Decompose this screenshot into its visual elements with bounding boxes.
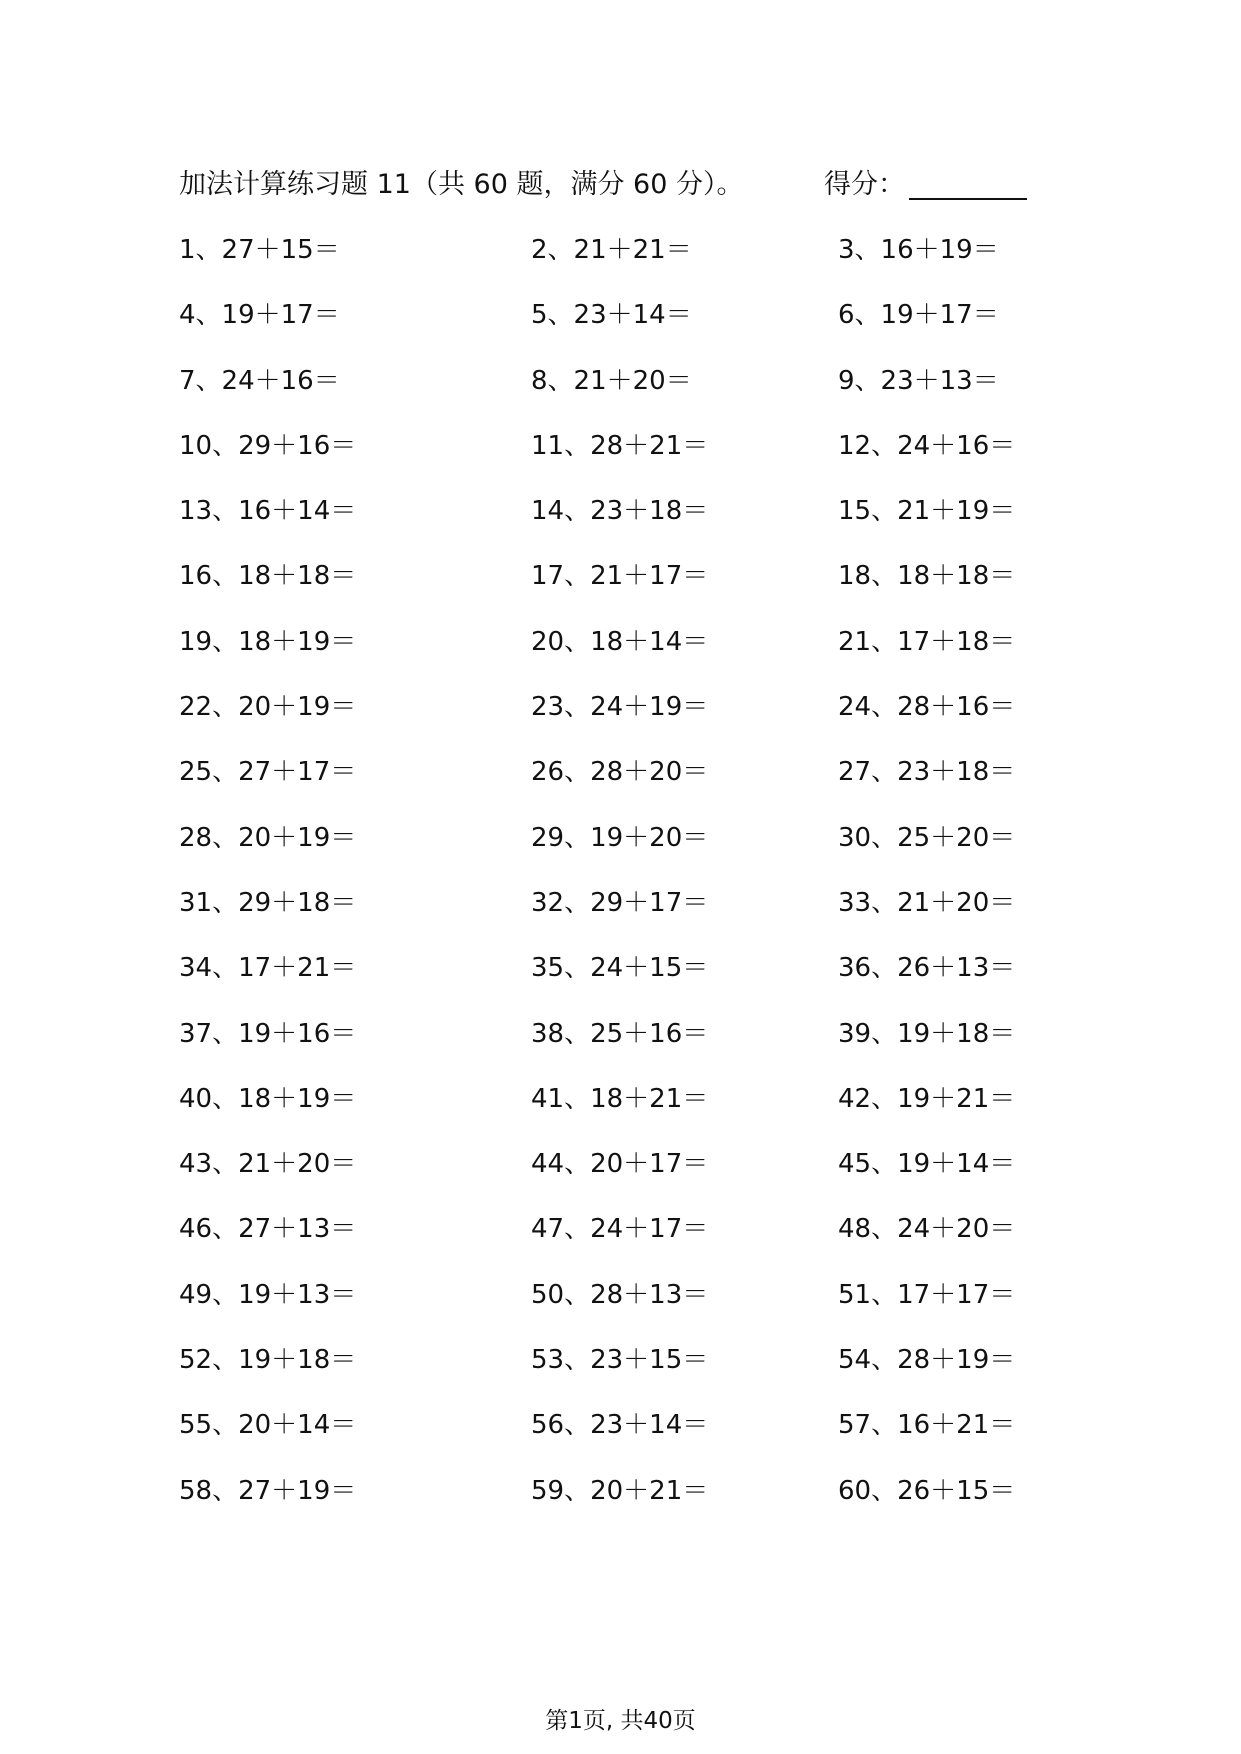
problem-item: 22、20＋19＝ <box>179 692 357 723</box>
problem-item: 11、28＋21＝ <box>531 430 709 461</box>
problem-item: 18、18＋18＝ <box>838 561 1016 592</box>
problem-item: 5、23＋14＝ <box>531 300 692 331</box>
problem-item: 40、18＋19＝ <box>179 1083 357 1114</box>
problem-grid <box>179 232 1059 1538</box>
problem-item: 36、26＋13＝ <box>838 953 1016 984</box>
problem-item: 46、27＋13＝ <box>179 1214 357 1245</box>
problem-item: 23、24＋19＝ <box>531 692 709 723</box>
problem-item: 44、20＋17＝ <box>531 1149 709 1180</box>
problem-item: 52、19＋18＝ <box>179 1345 357 1376</box>
problem-item: 12、24＋16＝ <box>838 430 1016 461</box>
problem-item: 39、19＋18＝ <box>838 1018 1016 1049</box>
problem-item: 32、29＋17＝ <box>531 887 709 918</box>
problem-item: 59、20＋21＝ <box>531 1475 709 1506</box>
problem-item: 50、28＋13＝ <box>531 1279 709 1310</box>
problem-item: 1、27＋15＝ <box>179 235 340 265</box>
problem-item: 49、19＋13＝ <box>179 1279 357 1310</box>
problem-item: 25、27＋17＝ <box>179 757 357 788</box>
problem-item: 43、21＋20＝ <box>179 1149 357 1180</box>
problem-item: 38、25＋16＝ <box>531 1018 709 1049</box>
problem-item: 2、21＋21＝ <box>531 235 692 265</box>
worksheet-title: 加法计算练习题 11（共 60 题，满分 60 分）。 <box>179 169 744 200</box>
problem-item: 4、19＋17＝ <box>179 300 340 331</box>
problem-item: 57、16＋21＝ <box>838 1410 1016 1441</box>
problem-item: 17、21＋17＝ <box>531 561 709 592</box>
problem-item: 54、28＋19＝ <box>838 1345 1016 1376</box>
problem-item: 27、23＋18＝ <box>838 757 1016 788</box>
problem-item: 55、20＋14＝ <box>179 1410 357 1441</box>
problem-item: 30、25＋20＝ <box>838 822 1016 853</box>
problem-item: 20、18＋14＝ <box>531 626 709 657</box>
problem-item: 3、16＋19＝ <box>838 235 999 265</box>
problem-item: 48、24＋20＝ <box>838 1214 1016 1245</box>
problem-item: 7、24＋16＝ <box>179 365 340 396</box>
problem-item: 42、19＋21＝ <box>838 1083 1016 1114</box>
problem-item: 51、17＋17＝ <box>838 1279 1016 1310</box>
problem-item: 28、20＋19＝ <box>179 822 357 853</box>
problem-item: 45、19＋14＝ <box>838 1149 1016 1180</box>
problem-item: 60、26＋15＝ <box>838 1475 1016 1506</box>
problem-item: 14、23＋18＝ <box>531 496 709 527</box>
problem-item: 21、17＋18＝ <box>838 626 1016 657</box>
problem-item: 29、19＋20＝ <box>531 822 709 853</box>
problem-item: 24、28＋16＝ <box>838 692 1016 723</box>
problem-item: 9、23＋13＝ <box>838 365 999 396</box>
page-number: 第1页, 共40页 <box>545 1708 696 1734</box>
problem-item: 35、24＋15＝ <box>531 953 709 984</box>
problem-item: 37、19＋16＝ <box>179 1018 357 1049</box>
worksheet-header <box>179 165 1039 205</box>
problem-item: 34、17＋21＝ <box>179 953 357 984</box>
problem-item: 56、23＋14＝ <box>531 1410 709 1441</box>
problem-item: 15、21＋19＝ <box>838 496 1016 527</box>
problem-item: 47、24＋17＝ <box>531 1214 709 1245</box>
problem-item: 41、18＋21＝ <box>531 1083 709 1114</box>
problem-item: 31、29＋18＝ <box>179 887 357 918</box>
score-label: 得分： <box>824 169 905 200</box>
problem-item: 6、19＋17＝ <box>838 300 999 331</box>
problem-item: 26、28＋20＝ <box>531 757 709 788</box>
problem-item: 13、16＋14＝ <box>179 496 357 527</box>
score-answer-line[interactable] <box>909 198 1027 200</box>
problem-item: 10、29＋16＝ <box>179 430 357 461</box>
problem-item: 53、23＋15＝ <box>531 1345 709 1376</box>
problem-item: 33、21＋20＝ <box>838 887 1016 918</box>
problem-item: 58、27＋19＝ <box>179 1475 357 1506</box>
problem-item: 8、21＋20＝ <box>531 365 692 396</box>
problem-item: 16、18＋18＝ <box>179 561 357 592</box>
problem-item: 19、18＋19＝ <box>179 626 357 657</box>
